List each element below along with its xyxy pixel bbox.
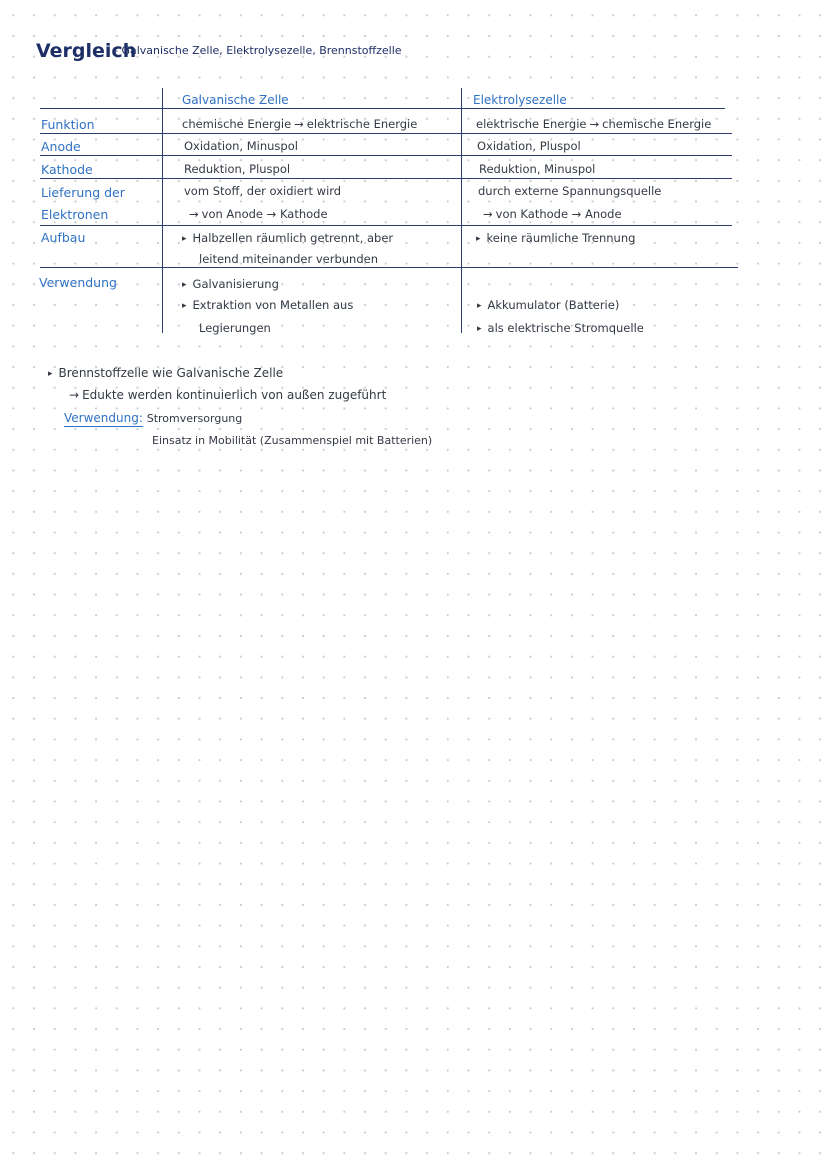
note-line-1: Brennstoffzelle wie Galvanische Zelle xyxy=(58,366,284,380)
kathode-elektrolyse: Reduktion, Minuspol xyxy=(479,162,596,176)
bullet-icon: ▸ xyxy=(182,301,187,311)
bullet-icon: ▸ xyxy=(477,324,482,334)
row-label-funktion: Funktion xyxy=(41,117,95,132)
aufbau-elektrolyse xyxy=(476,231,635,245)
note-einsatz: Einsatz in Mobilität (Zusammenspiel mit Batterien) xyxy=(152,434,433,447)
verwendung-elek-text-2: als elektrische Stromquelle xyxy=(487,321,644,335)
funktion-elek-to: chemische Energie xyxy=(602,117,712,131)
column-divider-2 xyxy=(461,88,462,333)
anode-elektrolyse: Oxidation, Pluspol xyxy=(477,139,581,153)
bullet-icon: ▸ xyxy=(476,234,481,244)
row-label-kathode: Kathode xyxy=(41,162,93,177)
col-header-elektrolysezelle: Elektrolysezelle xyxy=(473,93,567,107)
verwendung-galvanisch-1 xyxy=(182,277,279,291)
kathode-galvanisch: Reduktion, Pluspol xyxy=(184,162,291,176)
aufbau-galvanisch-2: leitend miteinander verbunden xyxy=(199,252,379,266)
arrow-icon: → xyxy=(294,117,304,131)
row-label-anode: Anode xyxy=(41,139,81,154)
arrow-icon: → xyxy=(69,388,80,402)
row-label-verwendung: Verwendung xyxy=(39,275,117,290)
verwendung-elektrolyse-2 xyxy=(477,321,644,335)
arrow-icon: → xyxy=(189,207,199,221)
bullet-icon: ▸ xyxy=(48,369,53,379)
arrow-icon: → xyxy=(483,207,493,221)
funktion-galvanisch xyxy=(182,117,417,131)
row-label-aufbau: Aufbau xyxy=(41,230,86,245)
funktion-elektrolyse xyxy=(476,117,711,131)
row-rule-aufbau xyxy=(40,267,738,268)
lieferung-galv-direction: von Anode → Kathode xyxy=(201,207,328,221)
col-header-galvanische-zelle: Galvanische Zelle xyxy=(182,93,289,107)
aufbau-elek-text: keine räumliche Trennung xyxy=(486,231,636,245)
bullet-icon: ▸ xyxy=(182,234,187,244)
note-verwendung xyxy=(64,411,242,425)
row-rule-funktion xyxy=(40,133,732,134)
verwendung-elek-text-1: Akkumulator (Batterie) xyxy=(487,298,620,312)
header-rule xyxy=(40,108,725,109)
arrow-icon: → xyxy=(589,117,600,131)
bullet-icon: ▸ xyxy=(477,301,482,311)
note-verwendung-label: Verwendung: xyxy=(64,411,143,425)
bullet-icon: ▸ xyxy=(182,280,187,290)
page-subtitle: - Galvanische Zelle, Elektrolysezelle, Brennstoffzelle xyxy=(114,44,402,57)
row-rule-lieferung xyxy=(40,225,732,226)
lieferung-elektrolyse-1: durch externe Spannungsquelle xyxy=(478,184,662,198)
note-brennstoffzelle xyxy=(48,366,283,380)
row-rule-anode xyxy=(40,155,732,156)
funktion-galv-to: elektrische Energie xyxy=(306,117,418,131)
aufbau-galv-text-1: Halbzellen räumlich getrennt, aber xyxy=(192,231,394,245)
funktion-elek-from: elektrische Energie xyxy=(476,117,587,131)
row-label-lieferung: Lieferung der xyxy=(41,185,125,200)
column-divider-1 xyxy=(162,88,163,333)
note-line-3: Stromversorgung xyxy=(146,412,243,425)
aufbau-galvanisch-1 xyxy=(182,231,393,245)
row-rule-kathode xyxy=(40,178,732,179)
page-title: Vergleich xyxy=(36,40,137,62)
note-line-2: Edukte werden kontinuierlich von außen zugeführt xyxy=(82,388,387,402)
verwendung-galv-text-1: Galvanisierung xyxy=(192,277,279,291)
lieferung-elektrolyse-2 xyxy=(480,207,622,221)
verwendung-galvanisch-2 xyxy=(182,298,353,312)
verwendung-elektrolyse-1 xyxy=(477,298,619,312)
funktion-galv-from: chemische Energie xyxy=(182,117,292,131)
lieferung-elek-direction: von Kathode → Anode xyxy=(495,207,622,221)
row-label-elektronen: Elektronen xyxy=(41,207,109,222)
verwendung-galv-text-2: Extraktion von Metallen aus xyxy=(192,298,354,312)
verwendung-galvanisch-3: Legierungen xyxy=(199,321,271,335)
anode-galvanisch: Oxidation, Minuspol xyxy=(184,139,298,153)
lieferung-galvanisch-2 xyxy=(186,207,328,221)
lieferung-galvanisch-1: vom Stoff, der oxidiert wird xyxy=(184,184,342,198)
note-edukte xyxy=(66,388,386,402)
